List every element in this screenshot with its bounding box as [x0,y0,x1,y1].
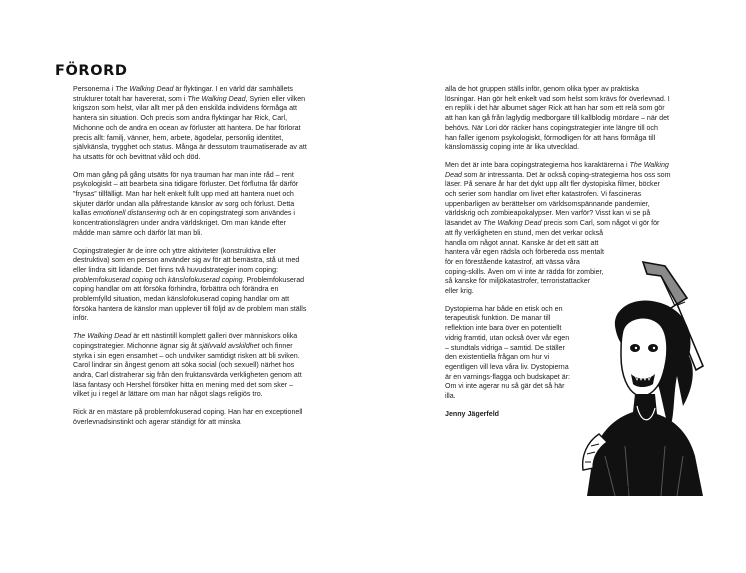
paragraph: The Walking Dead är ett nästintill komplett galleri över människors olika copingstrategier. Michonne ägnar sig åt självvald avskildhet och finner styrka i sin egen ensamhet – och undviker samtidigt risken att bli sviken. Carol lindrar sin ångest genom att söka social (och sexuell) närhet hos andra, Carl distraherar sig från den fruktansvärda verkligheten genom att läsa fantasy och Hershel försöker hitta en mening med det som sker – vilket ju i regel är lättare om man har något slags religiös tro. [73,332,302,399]
author-signature: Jenny Jägerfeld [445,409,500,418]
zombie-with-axe-illustration [565,256,720,496]
paragraph: Dystopierna har både en etisk och en terapeutisk funktion. De manar till reflektion inte bara över en potentiellt vidrig framtid, utan också över vår egen – stundtals vidriga – samtid. De ställer den existentiella frågan om hur vi egentligen vill leva våra liv. Dystopierna är en varnings-flagga och budskapet är: Om vi inte agerar nu så gär det så här illa. [445,304,571,401]
paragraph: Rick är en mästare på problemfokuserad coping. Han har en exceptionell överlevnadsinstinkt och agerar ständigt för att minska [73,408,303,426]
paragraph: Om man gång på gång utsätts för nya trauman har man inte råd – rent psykologiskt – att bearbeta sina tidigare förluster. Det förflutna får därför ”frysas” tillfälligt. Man har helt enkelt fullt upp med att hantera nuet och skjuter därför undan alla påfrestande känslor av sorg och förlust. Detta kallas emotionell distansering och är en copingstrategi som användes i koncentrationslägren under andra världskriget. Om man kände efter mådde man sämre och därför lät man bli. [73,170,299,237]
paragraph: Men det är inte bara copingstrategierna hos karaktärerna i The Walking Dead som är intressanta. Det är också coping-strategierna hos oss som läser. På senare år har det dykt upp allt fler dystopiska filmer, böcker och serier som handlar om livet efter katastrofen. Vi fascineras uppenbarligen av berättelser om världsomspännande pandemier, världskrig och zombieapokalypser. Men varför? Visst kan vi se på läsandet av The Walking Dead precis som Carl, som något vi gör för [445,160,671,228]
left-column [73,85,309,436]
paragraph-continued: att fly verkligheten en stund, men det verkar också handla om något annat. Kanske är det ett sätt att hantera vår egen rädsla och förbereda oss mentalt för en förestående katastrof, att vässa våra coping-skills. Även om vi inte är rädda för zombier, så kanske för miljökatastrofer, terroristattacker eller krig. [445,228,604,296]
paragraph: alla de hot gruppen ställs inför, genom olika typer av praktiska lösningar. Han gör helt enkelt vad som helst som krävs för överlevnad. I en replik i det här albumet säger Rick att han har som ett relä som gör att han kan gå från laglydig medborgare till kallblodig mördare – när det behövs. När Lori dör räcker hans copingstrategier inte längre till och han faller igenom psykologiskt, förmodligen för att hans förmåga till känslomässig coping inte är lika utvecklad. [445,85,670,152]
page-heading: FÖRORD [55,63,128,79]
paragraph: Personerna i The Walking Dead är flyktingar. I en värld där samhällets strukturer totalt har havererat, som i The Walking Dead, Syrien eller vilken krigszon som helst, vilar allt mer på den enskilda individens förmåga att hantera sin situation. Och precis som andra flyktingar har Rick, Carl, Michonne och de andra en ocean av förluster att hantera. De har förlorat precis allt: familj, vänner, hem, arbete, ägodelar, personlig identitet, självkänsla, trygghet och status. Många är dessutom traumatiserade av att ha utsatts för och bevittnat våld och död. [73,85,307,161]
paragraph: Copingstrategier är de inre och yttre aktiviteter (konstruktiva eller destruktiva) som en person använder sig av för att bemästra, stå ut med eller lindra sitt lidande. Det finns två huvudstrategier inom coping: problemfokuserad coping och känslofokuserad coping. Problemfokuserad coping handlar om att försöka förhindra, förbättra och förändra en problemfylld situation, medan känslofokuserad coping handlar om att försöka hantera de känslor man upplever till följd av de problem man ställs inför. [73,246,307,323]
